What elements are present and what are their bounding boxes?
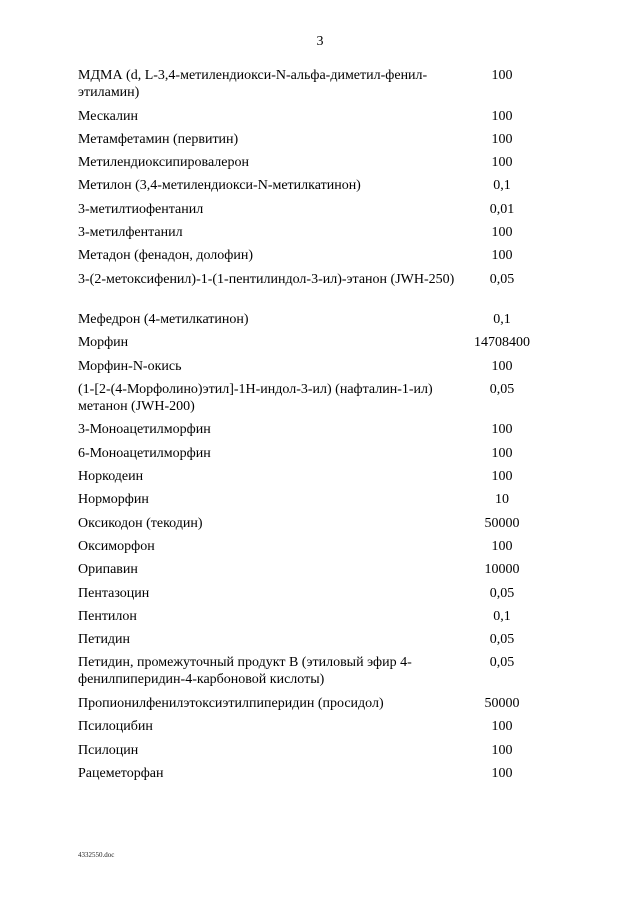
table-row: [0, 358, 640, 381]
substance-name: Орипавин: [78, 562, 138, 578]
table-row: [0, 608, 640, 631]
substance-name: Оксикодон (текодин): [78, 515, 203, 531]
substance-quantity: 100: [491, 742, 513, 758]
substance-quantity: 100: [491, 155, 513, 171]
table-row: [0, 108, 640, 131]
substance-quantity: 100: [491, 719, 513, 735]
substance-table: [0, 67, 640, 788]
table-row: [0, 334, 640, 357]
table-row: [0, 695, 640, 718]
substance-name: 3-Моноацетилморфин: [78, 422, 211, 438]
substance-name: Мефедрон (4-метилкатинон): [78, 312, 249, 328]
substance-quantity: 0,01: [489, 201, 515, 217]
table-row: [0, 538, 640, 561]
table-row: [0, 131, 640, 154]
substance-quantity: 100: [491, 248, 513, 264]
substance-quantity: 100: [491, 131, 513, 147]
substance-name: Морфин: [78, 335, 129, 351]
substance-name: (1-[2-(4-Морфолино)этил]-1Н-индол-3-ил) (нафталин-1-ил) метанон (JWH-200): [78, 381, 433, 414]
table-row: [0, 247, 640, 270]
substance-name: Морфин-N-окись: [78, 358, 182, 374]
table-row: [0, 654, 640, 695]
substance-quantity: 100: [491, 68, 513, 83]
table-row: [0, 154, 640, 177]
substance-name: Метамфетамин (первитин): [78, 131, 239, 147]
substance-quantity: 14708400: [474, 335, 530, 351]
substance-name: Метилендиоксипировалерон: [78, 155, 249, 171]
table-row: [0, 585, 640, 608]
substance-quantity: 100: [491, 445, 513, 461]
substance-quantity: 0,1: [493, 178, 511, 194]
substance-quantity: 10: [495, 492, 509, 508]
page-number: 3: [316, 34, 324, 49]
substance-quantity: 100: [491, 108, 513, 124]
substance-quantity: 0,05: [489, 585, 515, 601]
table-row: [0, 765, 640, 788]
substance-name: Пентилон: [78, 608, 137, 624]
substance-quantity: 0,05: [489, 271, 515, 287]
substance-name: 6-Моноацетилморфин: [78, 445, 211, 461]
table-row: [0, 311, 640, 334]
table-row: [0, 224, 640, 247]
substance-name: Норморфин: [78, 492, 149, 508]
table-row: [0, 381, 640, 422]
substance-name: МДМА (d, L-3,4-метилендиокси-N-альфа-диметил-фенил-этиламин): [78, 68, 428, 100]
table-row: [0, 561, 640, 584]
substance-name: Оксиморфон: [78, 538, 155, 554]
table-row: [0, 491, 640, 514]
substance-name: Метилон (3,4-метилендиокси-N-метилкатинон): [78, 178, 361, 194]
table-row: [0, 631, 640, 654]
substance-name: Пропионилфенилэтоксиэтилпиперидин (просидол): [78, 695, 384, 711]
table-row: [0, 201, 640, 224]
table-row: [0, 67, 640, 108]
table-row: [0, 718, 640, 741]
substance-quantity: 0,05: [489, 655, 515, 671]
substance-quantity: 10000: [484, 562, 520, 578]
substance-name: 3-метилтиофентанил: [78, 201, 204, 217]
table-row: [0, 515, 640, 538]
substance-name: Псилоцибин: [78, 719, 153, 735]
document-filename: 4332550.doc: [78, 851, 115, 859]
table-row: [0, 421, 640, 444]
substance-name: Метадон (фенадон, долофин): [78, 248, 254, 264]
substance-name: Мескалин: [78, 108, 138, 124]
substance-name: Петидин, промежуточный продукт В (этиловый эфир 4-фенилпиперидин-4-карбоновой кислоты): [78, 655, 412, 688]
substance-quantity: 0,05: [489, 381, 515, 397]
table-row: [0, 468, 640, 491]
substance-quantity: 100: [491, 224, 513, 240]
substance-quantity: 100: [491, 469, 513, 485]
substance-quantity: 100: [491, 358, 513, 374]
substance-name: Петидин: [78, 632, 131, 648]
substance-quantity: 0,1: [493, 608, 511, 624]
substance-name: 3-(2-метоксифенил)-1-(1-пентилиндол-3-ил)-этанон (JWH-250): [78, 271, 455, 287]
substance-quantity: 0,05: [489, 632, 515, 648]
substance-name: Рацеметорфан: [78, 765, 164, 781]
table-row: [0, 177, 640, 200]
substance-quantity: 100: [491, 422, 513, 438]
table-row: [0, 742, 640, 765]
substance-quantity: 50000: [484, 515, 520, 531]
substance-quantity: 50000: [484, 695, 520, 711]
substance-quantity: 100: [491, 538, 513, 554]
substance-name: Псилоцин: [78, 742, 139, 758]
substance-name: Норкодеин: [78, 469, 144, 485]
table-row: [0, 445, 640, 468]
substance-quantity: 0,1: [493, 312, 511, 328]
table-row: [0, 271, 640, 312]
substance-name: Пентазоцин: [78, 585, 150, 601]
substance-name: 3-метилфентанил: [78, 224, 183, 240]
substance-quantity: 100: [491, 765, 513, 781]
